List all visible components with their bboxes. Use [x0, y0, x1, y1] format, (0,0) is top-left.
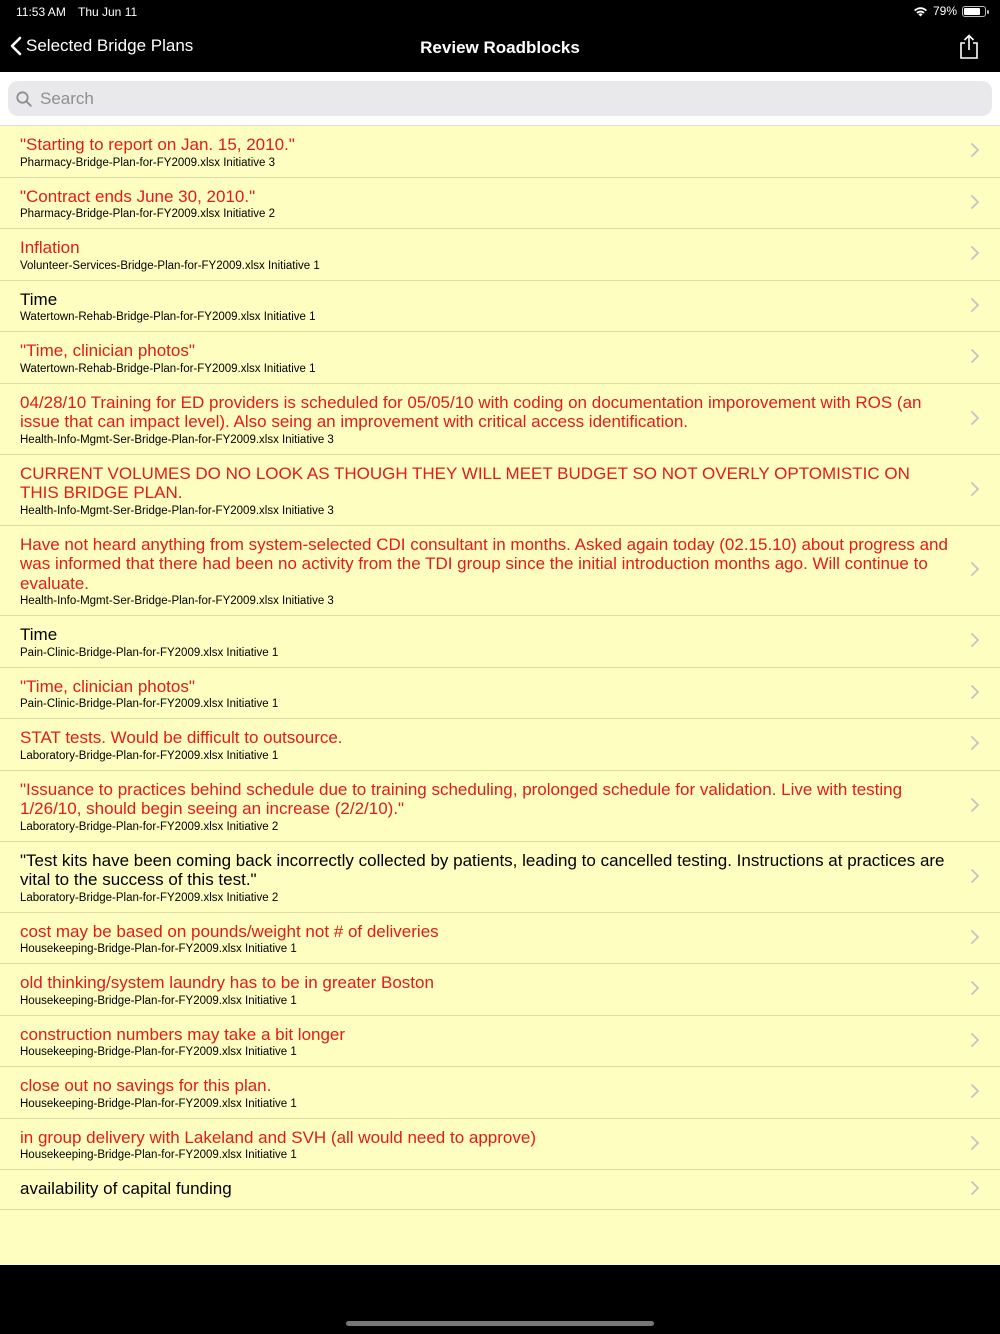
roadblock-row[interactable]	[0, 384, 1000, 455]
status-right	[913, 4, 986, 18]
battery-percent: 79%	[932, 4, 957, 18]
chevron-right-icon	[971, 798, 979, 812]
chevron-right-icon	[971, 685, 979, 699]
chevron-right-icon	[971, 1084, 979, 1098]
roadblock-title: close out no savings for this plan.	[20, 1076, 272, 1095]
chevron-right-icon	[971, 349, 979, 363]
roadblocks-list-view	[0, 72, 1000, 1265]
roadblock-row[interactable]	[0, 332, 1000, 384]
roadblock-row[interactable]	[0, 1067, 1000, 1119]
roadblock-source: Health-Info-Mgmt-Ser-Bridge-Plan-for-FY2009.xlsx Initiative 3	[20, 595, 334, 607]
roadblock-title: CURRENT VOLUMES DO NO LOOK AS THOUGH THEY WILL MEET BUDGET SO NOT OVERLY OPTOMISTIC ON THIS BRIDGE PLAN.	[20, 463, 910, 502]
chevron-right-icon	[971, 869, 979, 883]
search-field[interactable]	[8, 81, 992, 116]
roadblock-row[interactable]	[0, 126, 1000, 178]
roadblock-title: cost may be based on pounds/weight not # of deliveries	[20, 921, 439, 941]
roadblock-source: Pharmacy-Bridge-Plan-for-FY2009.xlsx Initiative 3	[20, 156, 276, 169]
roadblock-list	[0, 126, 1000, 1210]
chevron-right-icon	[971, 195, 979, 209]
roadblock-row[interactable]	[0, 229, 1000, 281]
share-button[interactable]	[958, 34, 980, 65]
home-indicator[interactable]	[346, 1321, 654, 1326]
roadblock-source: Housekeeping-Bridge-Plan-for-FY2009.xlsx Initiative 1	[20, 994, 297, 1007]
roadblock-row[interactable]	[0, 842, 1000, 913]
chevron-right-icon	[971, 246, 979, 260]
roadblock-title: "Issuance to practices behind schedule due to training scheduling, prolonged schedule for validation. Live with testing 1/26/10, should begin seeing an increase (2/2/10)."	[20, 779, 903, 818]
page-title: Review Roadblocks	[420, 38, 580, 57]
roadblock-title: in group delivery with Lakeland and SVH (all would need to approve)	[20, 1127, 536, 1147]
roadblock-title: "Contract ends June 30, 2010."	[20, 186, 256, 206]
roadblock-row[interactable]	[0, 913, 1000, 965]
roadblock-row[interactable]	[0, 178, 1000, 230]
status-time: 11:53 AM	[16, 5, 66, 19]
roadblock-source: Housekeeping-Bridge-Plan-for-FY2009.xlsx Initiative 1	[20, 1046, 297, 1058]
status-bar	[0, 0, 1000, 24]
roadblock-row[interactable]	[0, 668, 1000, 720]
chevron-right-icon	[971, 736, 979, 750]
chevron-right-icon	[971, 298, 979, 312]
navigation-bar	[0, 24, 1000, 72]
chevron-right-icon	[971, 633, 979, 647]
chevron-right-icon	[971, 1181, 979, 1195]
roadblock-row[interactable]	[0, 1119, 1000, 1171]
chevron-right-icon	[971, 1033, 979, 1047]
roadblock-source: Housekeeping-Bridge-Plan-for-FY2009.xlsx Initiative 1	[20, 1097, 297, 1110]
roadblock-source: Laboratory-Bridge-Plan-for-FY2009.xlsx Initiative 1	[20, 749, 279, 762]
roadblock-row[interactable]	[0, 281, 1000, 333]
chevron-right-icon	[971, 411, 979, 425]
roadblock-title: "Time, clinician photos"	[20, 676, 195, 696]
roadblock-row[interactable]	[0, 616, 1000, 668]
roadblock-source: Laboratory-Bridge-Plan-for-FY2009.xlsx Initiative 2	[20, 891, 279, 904]
chevron-right-icon	[971, 143, 979, 157]
status-date: Thu Jun 11	[78, 5, 138, 19]
share-icon	[958, 34, 980, 60]
roadblock-title: "Test kits have been coming back incorrectly collected by patients, leading to cancelled testing. Instructions at practices are vital to the success of this test."	[20, 850, 945, 889]
roadblock-source: Housekeeping-Bridge-Plan-for-FY2009.xlsx Initiative 1	[20, 943, 297, 955]
roadblock-row[interactable]	[0, 719, 1000, 771]
roadblock-row[interactable]	[0, 1170, 1000, 1210]
roadblock-source: Pain-Clinic-Bridge-Plan-for-FY2009.xlsx Initiative 1	[20, 698, 279, 710]
roadblock-title: old thinking/system laundry has to be in greater Boston	[20, 973, 434, 992]
roadblock-title: 04/28/10 Training for ED providers is scheduled for 05/05/10 with coding on documentation imporovement with ROS (an issue that can impact level). Also seing an improvement with critical access identification.	[20, 392, 922, 431]
roadblock-source: Health-Info-Mgmt-Ser-Bridge-Plan-for-FY2009.xlsx Initiative 3	[20, 504, 334, 517]
roadblock-title: Inflation	[20, 238, 80, 257]
chevron-right-icon	[971, 1136, 979, 1150]
roadblock-row[interactable]	[0, 771, 1000, 842]
roadblock-title: construction numbers may take a bit longer	[20, 1024, 346, 1044]
chevron-right-icon	[971, 981, 979, 995]
roadblock-source: Volunteer-Services-Bridge-Plan-for-FY2009.xlsx Initiative 1	[20, 259, 320, 272]
roadblock-source: Watertown-Rehab-Bridge-Plan-for-FY2009.xlsx Initiative 1	[20, 362, 316, 375]
roadblock-title: Time	[20, 289, 58, 309]
roadblock-source: Watertown-Rehab-Bridge-Plan-for-FY2009.xlsx Initiative 1	[20, 311, 316, 323]
roadblock-source: Pharmacy-Bridge-Plan-for-FY2009.xlsx Initiative 2	[20, 208, 276, 220]
roadblock-row[interactable]	[0, 1016, 1000, 1068]
roadblock-title: "Time, clinician photos"	[20, 341, 195, 360]
roadblock-title: STAT tests. Would be difficult to outsource.	[20, 728, 343, 747]
roadblock-source: Health-Info-Mgmt-Ser-Bridge-Plan-for-FY2009.xlsx Initiative 3	[20, 433, 334, 446]
chevron-right-icon	[971, 930, 979, 944]
roadblock-source: Laboratory-Bridge-Plan-for-FY2009.xlsx Initiative 2	[20, 820, 279, 833]
roadblock-title: "Starting to report on Jan. 15, 2010."	[20, 135, 295, 154]
roadblock-source: Housekeeping-Bridge-Plan-for-FY2009.xlsx Initiative 1	[20, 1149, 297, 1161]
back-button-label: Selected Bridge Plans	[26, 36, 194, 55]
roadblock-source: Pain-Clinic-Bridge-Plan-for-FY2009.xlsx Initiative 1	[20, 646, 279, 659]
roadblock-row[interactable]	[0, 526, 1000, 617]
chevron-right-icon	[971, 482, 979, 496]
roadblock-title: Time	[20, 625, 58, 644]
roadblock-title: Have not heard anything from system-selected CDI consultant in months. Asked again today (02.15.10) about progress and was informed that there had been no activity from the TDI group since the initial introduction months ago. Will continue to evaluate.	[20, 534, 948, 593]
roadblock-row[interactable]	[0, 964, 1000, 1016]
roadblock-title: availability of capital funding	[20, 1179, 232, 1198]
wifi-icon	[913, 6, 928, 17]
chevron-right-icon	[971, 562, 979, 576]
roadblock-row[interactable]	[0, 455, 1000, 526]
battery-icon	[962, 6, 986, 17]
search-icon	[16, 91, 32, 107]
search-input[interactable]	[38, 88, 942, 110]
search-bar	[0, 72, 1000, 126]
